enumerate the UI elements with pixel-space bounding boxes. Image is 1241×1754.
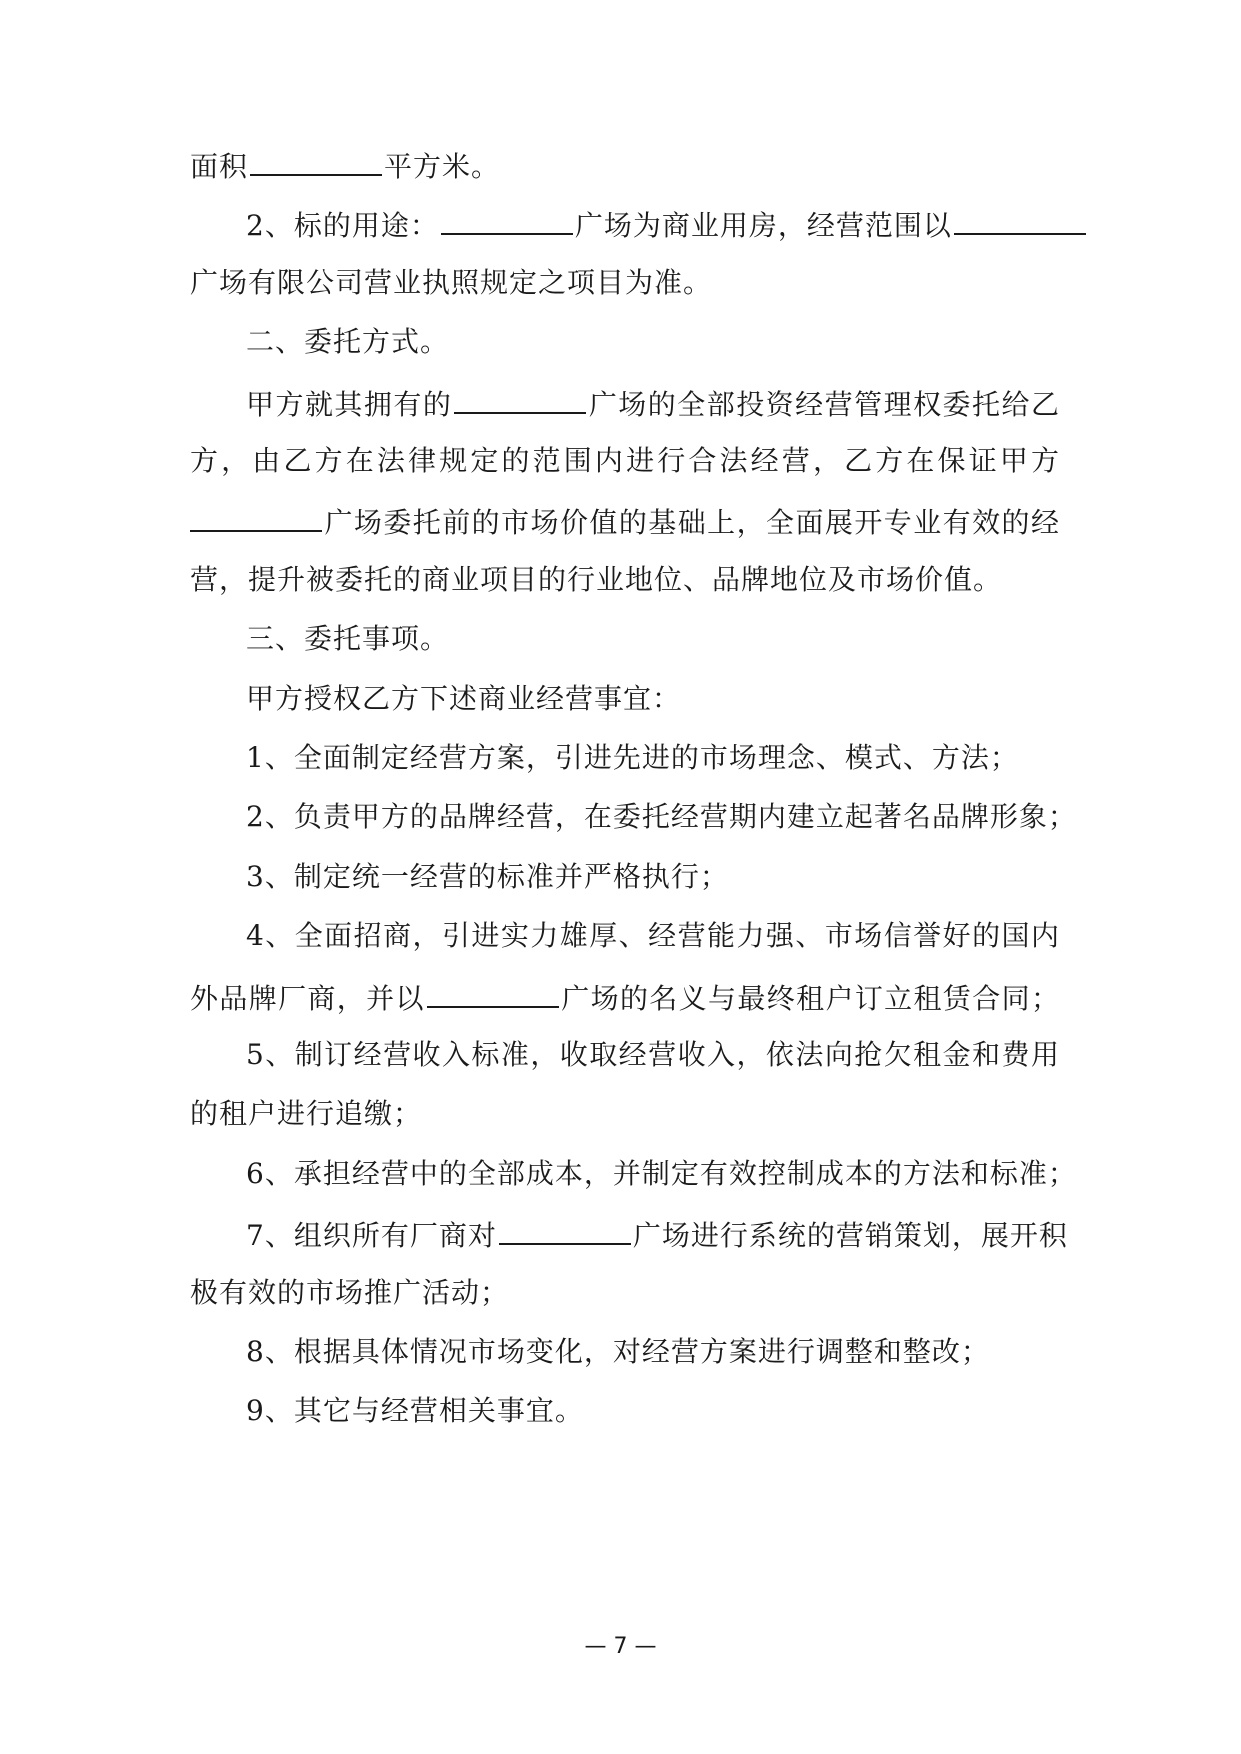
list-item-4 (246, 916, 1060, 956)
text-segment: 甲方授权乙方下述商业经营事宜： (246, 682, 682, 715)
list-item-1 (246, 738, 1060, 778)
text-segment: 二、委托方式。 (246, 325, 450, 358)
text-segment: 7、组织所有厂商对 (246, 1219, 497, 1252)
text-segment: 4、全面招商，引进实力雄厚、经营能力强、市场信誉好的国内 (246, 919, 1060, 952)
text-segment: 甲方就其拥有的 (246, 388, 453, 421)
text-line (246, 679, 1060, 719)
fill-in-blank[interactable] (250, 144, 382, 176)
text-segment: 广场为商业用房，经营范围以 (574, 209, 952, 242)
text-segment: 2、负责甲方的品牌经营，在委托经营期内建立起著名品牌形象； (246, 800, 1077, 833)
list-item-5 (246, 1035, 1060, 1075)
text-segment: 2、标的用途： (246, 209, 439, 242)
text-segment: 5、制订经营收入标准，收取经营收入，依法向抢欠租金和费用 (246, 1038, 1060, 1071)
text-segment: 6、承担经营中的全部成本，并制定有效控制成本的方法和标准； (246, 1157, 1077, 1190)
fill-in-blank[interactable] (190, 500, 322, 532)
text-segment: 1、全面制定经营方案，引进先进的市场理念、模式、方法； (246, 741, 1019, 774)
fill-in-blank[interactable] (454, 382, 586, 414)
list-item-6 (246, 1154, 1077, 1194)
fill-in-blank[interactable] (954, 203, 1086, 235)
list-item-5-cont (190, 1094, 1060, 1134)
text-segment: 三、委托事项。 (246, 622, 450, 655)
list-item-2 (246, 797, 1077, 837)
text-segment: 9、其它与经营相关事宜。 (246, 1394, 584, 1427)
text-segment: 外品牌厂商，并以 (190, 982, 425, 1015)
page-number: — 7 — (584, 1634, 657, 1659)
fill-in-blank[interactable] (499, 1213, 631, 1245)
text-segment: 3、制定统一经营的标准并严格执行； (246, 860, 729, 893)
text-segment: 8、根据具体情况市场变化，对经营方案进行调整和整改； (246, 1335, 990, 1368)
text-segment: 面积 (190, 150, 249, 183)
text-segment: 广场委托前的市场价值的基础上，全面展开专业有效的经 (324, 506, 1060, 539)
section-heading-2 (246, 322, 1060, 362)
text-segment: 广场的全部投资经营管理权委托给乙 (588, 388, 1060, 421)
fill-in-blank[interactable] (441, 203, 573, 235)
list-item-7-cont (190, 1273, 1060, 1313)
text-segment: 广场的名义与最终租户订立租赁合同； (560, 982, 1060, 1015)
text-segment: 极有效的市场推广活动； (190, 1276, 510, 1309)
fill-in-blank[interactable] (427, 976, 559, 1008)
text-segment: 广场有限公司营业执照规定之项目为准。 (190, 266, 713, 299)
text-line (246, 382, 1060, 425)
text-segment: 方，由乙方在法律规定的范围内进行合法经营，乙方在保证甲方 (190, 444, 1060, 477)
text-line (190, 500, 1060, 543)
list-item-8 (246, 1332, 1060, 1372)
text-line (190, 560, 1060, 600)
list-item-7 (246, 1213, 1068, 1256)
text-line-purpose (246, 203, 1060, 246)
list-item-3 (246, 857, 1060, 897)
list-item-4-cont (190, 976, 1060, 1019)
text-line (190, 441, 1060, 481)
text-line (190, 263, 1060, 303)
text-line-area (190, 144, 1060, 187)
section-heading-3 (246, 619, 1060, 659)
text-segment: 广场进行系统的营销策划，展开积 (632, 1219, 1068, 1252)
text-segment: 的租户进行追缴； (190, 1097, 423, 1130)
text-segment: 营，提升被委托的商业项目的行业地位、品牌地位及市场价值。 (190, 563, 1003, 596)
text-segment: 平方米。 (384, 150, 501, 183)
list-item-9 (246, 1391, 1060, 1431)
